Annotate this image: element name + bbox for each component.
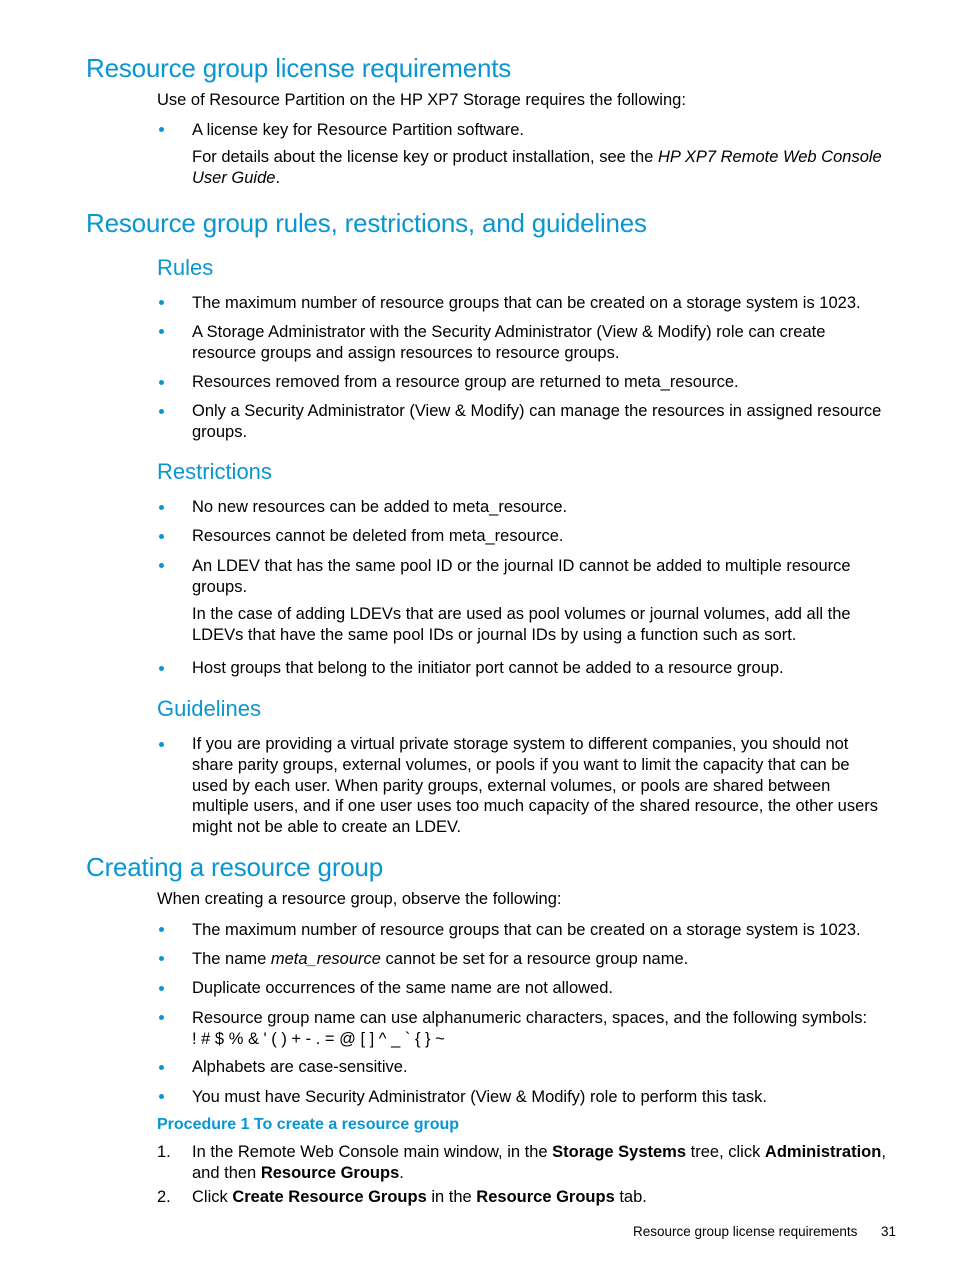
- guidelines-line-3: used by each user. When parity groups, external volumes, or pools are shared between: [192, 777, 831, 795]
- section-title-license: Resource group license requirements: [86, 53, 512, 83]
- license-details-pre: For details about the license key or product installation, see the: [192, 148, 658, 166]
- creating-bullet-6: You must have Security Administrator (View & Modify) role to perform this task.: [192, 1088, 767, 1106]
- creating-bullet-2-post: cannot be set for a resource group name.: [380, 950, 689, 968]
- step-2-text-a: Click: [192, 1188, 233, 1206]
- procedure-title: Procedure 1 To create a resource group: [157, 1116, 460, 1133]
- rules-bullet-4-line-1: Only a Security Administrator (View & Modify) can manage the resources in assigned resource: [192, 402, 882, 420]
- creating-bullet-5: Alphabets are case-sensitive.: [192, 1058, 408, 1076]
- bullet-dot: [159, 409, 164, 414]
- bullet-dot: [159, 986, 164, 991]
- step-2-resource-groups-tab: Resource Groups: [476, 1188, 615, 1206]
- bullet-dot: [159, 380, 164, 385]
- rules-bullet-2-line-1: A Storage Administrator with the Security Administrator (View & Modify) role can create: [192, 323, 826, 341]
- license-intro: Use of Resource Partition on the HP XP7 Storage requires the following:: [157, 91, 686, 109]
- step-1-text-d: and then: [192, 1164, 261, 1182]
- step-1-text-a: In the Remote Web Console main window, in the: [192, 1143, 553, 1161]
- step-1-text-e: .: [399, 1164, 404, 1182]
- guide-title-part-2: User Guide: [192, 169, 276, 187]
- section-title-rules: Resource group rules, restrictions, and guidelines: [86, 208, 647, 238]
- bullet-dot: [159, 927, 164, 932]
- guidelines-line-2: share parity groups, external volumes, or pools if you want to limit the capacity that can be: [192, 756, 850, 774]
- bullet-dot: [159, 300, 164, 305]
- license-details-post: .: [275, 169, 281, 187]
- step-2-create-resource-groups: Create Resource Groups: [232, 1188, 427, 1206]
- step-2-text-b: in the: [426, 1188, 477, 1206]
- creating-intro: When creating a resource group, observe the following:: [157, 890, 562, 908]
- step-1-line-1: [192, 1142, 886, 1163]
- license-bullet-1: A license key for Resource Partition software.: [192, 121, 524, 139]
- step-number: 2.: [157, 1188, 171, 1206]
- footer-page-number: 31: [881, 1224, 897, 1239]
- restrictions-bullet-3-line-2: groups.: [192, 578, 248, 596]
- step-1-administration: Administration: [764, 1143, 882, 1161]
- creating-bullet-2-italic: meta_resource: [270, 950, 381, 968]
- bullet-dot: [159, 127, 164, 132]
- bullet-dot: [159, 563, 164, 568]
- subheading-restrictions: Restrictions: [157, 459, 272, 484]
- creating-bullet-1: The maximum number of resource groups that can be created on a storage system is 1023.: [192, 921, 861, 939]
- bullet-dot: [159, 505, 164, 510]
- bullet-dot: [159, 666, 164, 671]
- guidelines-line-5: might not be able to create an LDEV.: [192, 818, 462, 836]
- step-1-line-2: [192, 1163, 404, 1184]
- bullet-dot: [159, 1015, 164, 1020]
- guide-title-part-1: HP XP7 Remote Web Console: [657, 148, 882, 166]
- subheading-rules: Rules: [157, 255, 214, 280]
- footer-title: Resource group license requirements: [633, 1224, 858, 1239]
- creating-bullet-4-line-2: ! # $ % & ' ( ) + - . = @ [ ] ^ _ ` { } ~: [192, 1030, 445, 1048]
- bullet-dot: [159, 329, 164, 334]
- step-1-text-b: tree, click: [686, 1143, 765, 1161]
- creating-bullet-3: Duplicate occurrences of the same name are not allowed.: [192, 979, 613, 997]
- rules-bullet-3: Resources removed from a resource group are returned to meta_resource.: [192, 373, 739, 391]
- subheading-guidelines: Guidelines: [157, 696, 261, 721]
- restrictions-bullet-4: Host groups that belong to the initiator port cannot be added to a resource group.: [192, 659, 784, 677]
- guidelines-line-1: If you are providing a virtual private storage system to different companies, you should not: [192, 735, 849, 753]
- bullet-dot: [159, 742, 164, 747]
- creating-bullet-2: [192, 949, 688, 970]
- rules-bullet-1: The maximum number of resource groups that can be created on a storage system is 1023.: [192, 294, 861, 312]
- creating-bullet-4-line-1: Resource group name can use alphanumeric characters, spaces, and the following symbols:: [192, 1009, 868, 1027]
- guidelines-line-4: multiple users, and if one user uses too much capacity of the shared resource, the other users: [192, 797, 879, 815]
- restrictions-bullet-2: Resources cannot be deleted from meta_resource.: [192, 527, 564, 545]
- restrictions-bullet-1: No new resources can be added to meta_resource.: [192, 498, 568, 516]
- step-1-storage-systems: Storage Systems: [552, 1143, 687, 1161]
- bullet-dot: [159, 1065, 164, 1070]
- step-2-text-c: tab.: [614, 1188, 647, 1206]
- license-details-line-1: [192, 147, 882, 168]
- section-title-creating: Creating a resource group: [86, 852, 384, 882]
- restrictions-para-line-1: In the case of adding LDEVs that are used as pool volumes or journal volumes, add all the: [192, 605, 851, 623]
- step-number: 1.: [157, 1143, 171, 1161]
- license-details-line-2: [192, 168, 280, 189]
- creating-bullet-2-pre: The name: [192, 950, 271, 968]
- step-1-resource-groups: Resource Groups: [260, 1164, 400, 1182]
- step-1-text-c: ,: [881, 1143, 886, 1161]
- bullet-dot: [159, 1094, 164, 1099]
- rules-bullet-2-line-2: resource groups and assign resources to resource groups.: [192, 344, 620, 362]
- bullet-dot: [159, 956, 164, 961]
- restrictions-bullet-3-line-1: An LDEV that has the same pool ID or the journal ID cannot be added to multiple resource: [192, 557, 851, 575]
- rules-bullet-4-line-2: groups.: [192, 423, 248, 441]
- step-2-line-1: [192, 1187, 647, 1208]
- bullet-dot: [159, 534, 164, 539]
- restrictions-para-line-2: LDEVs that have the same pool IDs or journal IDs by using a function such as sort.: [192, 626, 797, 644]
